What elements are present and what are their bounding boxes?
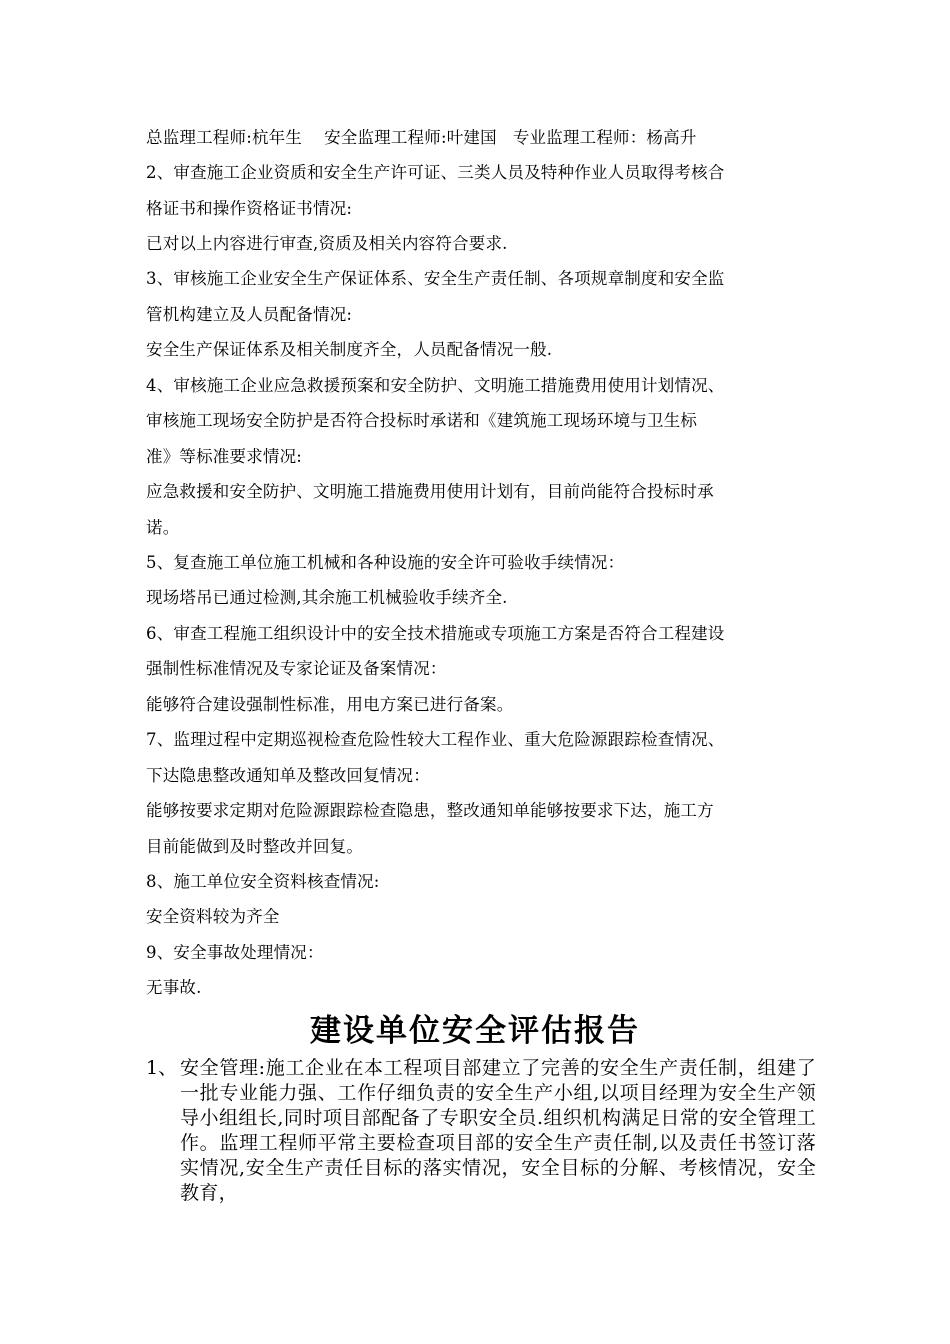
item-8-line-1: 8、施工单位安全资料核查情况:: [146, 872, 380, 891]
safety-supervisor-signature: 安全监理工程师:叶建国: [324, 128, 497, 147]
item-2-answer: 已对以上内容进行审查,资质及相关内容符合要求.: [146, 234, 508, 253]
item-7-answer-line-1: 能够按要求定期对危险源跟踪检查隐患，整改通知单能够按要求下达，施工方: [146, 801, 714, 820]
item-6-line-2: 强制性标准情况及专家论证及备案情况：: [146, 659, 447, 678]
specialist-supervisor-signature: 专业监理工程师：杨高升: [512, 128, 697, 147]
item-4-answer-line-2: 诺。: [146, 518, 180, 537]
item-7-answer-line-2: 目前能做到及时整改并回复。: [146, 837, 364, 856]
item-4-answer-line-1: 应急救援和安全防护、文明施工措施费用使用计划有，目前尚能符合投标时承: [146, 482, 714, 501]
item-9-answer: 无事故.: [146, 978, 202, 997]
item-3-line-2: 管机构建立及人员配备情况:: [146, 305, 353, 324]
chief-supervisor-signature: 总监理工程师:杭年生: [146, 128, 303, 147]
signature-line: [146, 127, 816, 149]
report-item-1: [146, 1056, 816, 1206]
item-4-line-3: 准》等标准要求情况:: [146, 447, 303, 466]
item-5-answer: 现场塔吊已通过检测,其余施工机械验收手续齐全.: [146, 588, 508, 607]
item-2-line-1: 2、审查施工企业资质和安全生产许可证、三类人员及特种作业人员取得考核合: [146, 163, 725, 182]
report-item-1-text: 安全管理:施工企业在本工程项目部建立了完善的安全生产责任制，组建了一批专业能力强、工作仔细负责的安全生产小组,以项目经理为安全生产领导小组组长,同时项目部配备了专职安全员.组织机构满足日常的安全管理工作。监理工程师平常主要检查项目部的安全生产责任制,以及责任书签订落实情况,安全生产责任目标的落实情况，安全目标的分解、考核情况，安全教育，: [180, 1057, 816, 1204]
item-7-line-1: 7、监理过程中定期巡视检查危险性较大工程作业、重大危险源跟踪检查情况、: [146, 730, 725, 749]
report-title: 建设单位安全评估报告: [310, 1013, 640, 1049]
report-item-1-number: 1、: [146, 1057, 178, 1079]
item-4-line-2: 审核施工现场安全防护是否符合投标时承诺和《建筑施工现场环境与卫生标: [146, 411, 698, 430]
item-8-answer: 安全资料较为齐全: [146, 907, 280, 926]
item-6-answer: 能够符合建设强制性标准，用电方案已进行备案。: [146, 695, 514, 714]
item-3-line-1: 3、审核施工企业安全生产保证体系、安全生产责任制、各项规章制度和安全监: [146, 269, 725, 288]
item-9-line-1: 9、安全事故处理情况：: [146, 943, 324, 962]
item-3-answer: 安全生产保证体系及相关制度齐全，人员配备情况一般.: [146, 340, 553, 359]
item-4-line-1: 4、审核施工企业应急救援预案和安全防护、文明施工措施费用使用计划情况、: [146, 376, 725, 395]
item-2-line-2: 格证书和操作资格证书情况:: [146, 199, 353, 218]
item-5-line-1: 5、复查施工单位施工机械和各种设施的安全许可验收手续情况：: [146, 553, 625, 572]
item-7-line-2: 下达隐患整改通知单及整改回复情况：: [146, 766, 430, 785]
item-6-line-1: 6、审查工程施工组织设计中的安全技术措施或专项施工方案是否符合工程建设: [146, 624, 725, 643]
